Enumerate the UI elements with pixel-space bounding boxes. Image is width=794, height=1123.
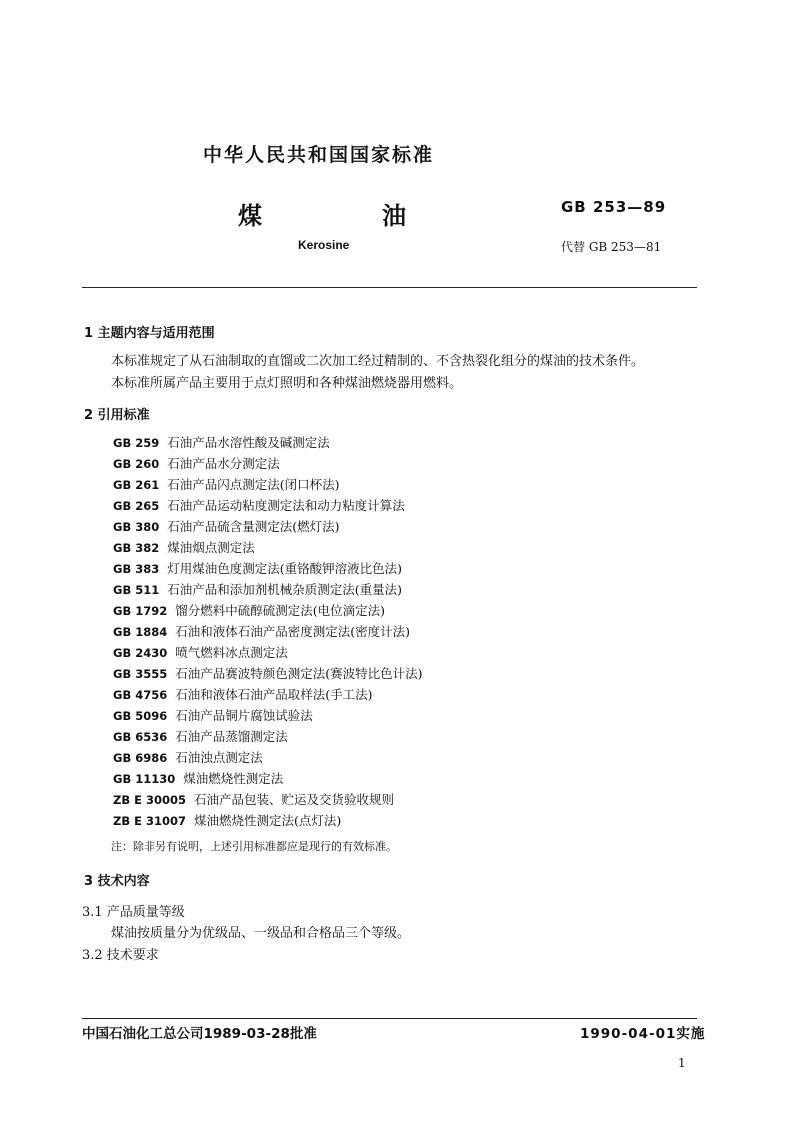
approval-date: 中国石油化工总公司1989-03-28批准 bbox=[82, 1026, 317, 1042]
section-1-paragraph-2: 本标准所属产品主要用于点灯照明和各种煤油燃烧器用燃料。 bbox=[111, 376, 463, 391]
ref-title: 石油产品运动粘度测定法和动力粘度计算法 bbox=[167, 498, 405, 513]
ref-code: ZB E 30005 bbox=[113, 793, 186, 807]
ref-code: ZB E 31007 bbox=[113, 814, 186, 828]
ref-code: GB 2430 bbox=[113, 646, 168, 660]
list-item bbox=[113, 537, 422, 558]
section-2-heading: 2 引用标准 bbox=[84, 408, 150, 423]
document-title-part2: 油 bbox=[382, 202, 406, 230]
list-item bbox=[113, 768, 422, 789]
ref-code: GB 260 bbox=[113, 457, 160, 471]
list-item bbox=[113, 789, 422, 810]
list-item bbox=[113, 747, 422, 768]
ref-title: 煤油烟点测定法 bbox=[167, 540, 255, 555]
english-title: Kerosine bbox=[298, 238, 350, 252]
section-3-1-text: 煤油按质量分为优级品、一级品和合格品三个等级。 bbox=[111, 926, 411, 941]
ref-title: 石油和液体石油产品取样法(手工法) bbox=[175, 687, 373, 702]
list-item bbox=[113, 495, 422, 516]
ref-title: 石油浊点测定法 bbox=[175, 750, 263, 765]
list-item bbox=[113, 621, 422, 642]
ref-code: GB 5096 bbox=[113, 709, 168, 723]
section-1-paragraph-1: 本标准规定了从石油制取的直馏或二次加工经过精制的、不含热裂化组分的煤油的技术条件。 bbox=[111, 354, 645, 369]
header-divider bbox=[82, 287, 697, 288]
ref-code: GB 265 bbox=[113, 499, 160, 513]
list-item bbox=[113, 516, 422, 537]
section-1-heading: 1 主题内容与适用范围 bbox=[84, 326, 215, 341]
ref-code: GB 6986 bbox=[113, 751, 168, 765]
ref-title: 石油产品蒸馏测定法 bbox=[175, 729, 288, 744]
section-3-heading: 3 技术内容 bbox=[84, 874, 150, 889]
list-item bbox=[113, 558, 422, 579]
list-item bbox=[113, 453, 422, 474]
ref-title: 石油和液体石油产品密度测定法(密度计法) bbox=[175, 624, 410, 639]
list-item bbox=[113, 474, 422, 495]
ref-title: 石油产品铜片腐蚀试验法 bbox=[175, 708, 313, 723]
ref-title: 煤油燃烧性测定法(点灯法) bbox=[193, 813, 342, 828]
ref-title: 馏分燃料中硫醇硫测定法(电位滴定法) bbox=[175, 603, 385, 618]
document-title-part1: 煤 bbox=[238, 202, 262, 230]
ref-title: 石油产品水溶性酸及碱测定法 bbox=[167, 435, 330, 450]
referenced-standards-list bbox=[113, 432, 422, 831]
list-item bbox=[113, 810, 422, 831]
list-item bbox=[113, 579, 422, 600]
ref-title: 石油产品闪点测定法(闭口杯法) bbox=[167, 477, 340, 492]
implementation-date: 1990-04-01实施 bbox=[580, 1026, 706, 1042]
ref-title: 煤油燃烧性测定法 bbox=[183, 771, 284, 786]
list-item bbox=[113, 684, 422, 705]
ref-code: GB 382 bbox=[113, 541, 160, 555]
list-item bbox=[113, 726, 422, 747]
standard-code: GB 253—89 bbox=[561, 198, 667, 216]
footer-divider bbox=[82, 1018, 697, 1019]
ref-title: 喷气燃料冰点测定法 bbox=[175, 645, 288, 660]
ref-title: 石油产品包装、贮运及交货验收规则 bbox=[193, 792, 394, 807]
ref-code: GB 383 bbox=[113, 562, 160, 576]
ref-code: GB 11130 bbox=[113, 772, 176, 786]
ref-code: GB 1884 bbox=[113, 625, 168, 639]
ref-code: GB 6536 bbox=[113, 730, 168, 744]
ref-title: 灯用煤油色度测定法(重铬酸钾溶液比色法) bbox=[167, 561, 402, 576]
ref-code: GB 261 bbox=[113, 478, 160, 492]
section-3-1-heading: 3.1 产品质量等级 bbox=[82, 905, 185, 920]
replaces-note: 代替 GB 253—81 bbox=[561, 240, 662, 254]
reference-note: 注：除非另有说明，上述引用标准都应是现行的有效标准。 bbox=[111, 840, 397, 853]
ref-code: GB 4756 bbox=[113, 688, 168, 702]
list-item bbox=[113, 663, 422, 684]
national-standard-heading: 中华人民共和国国家标准 bbox=[203, 144, 435, 166]
list-item bbox=[113, 432, 422, 453]
ref-code: GB 3555 bbox=[113, 667, 168, 681]
ref-title: 石油产品硫含量测定法(燃灯法) bbox=[167, 519, 340, 534]
ref-title: 石油产品水分测定法 bbox=[167, 456, 280, 471]
ref-code: GB 1792 bbox=[113, 604, 168, 618]
list-item bbox=[113, 642, 422, 663]
ref-title: 石油产品和添加剂机械杂质测定法(重量法) bbox=[167, 582, 402, 597]
page-number: 1 bbox=[678, 1056, 686, 1070]
ref-code: GB 511 bbox=[113, 583, 160, 597]
list-item bbox=[113, 705, 422, 726]
ref-code: GB 259 bbox=[113, 436, 160, 450]
section-3-2-heading: 3.2 技术要求 bbox=[82, 948, 159, 963]
ref-code: GB 380 bbox=[113, 520, 160, 534]
ref-title: 石油产品赛波特颜色测定法(赛波特比色计法) bbox=[175, 666, 423, 681]
list-item bbox=[113, 600, 422, 621]
